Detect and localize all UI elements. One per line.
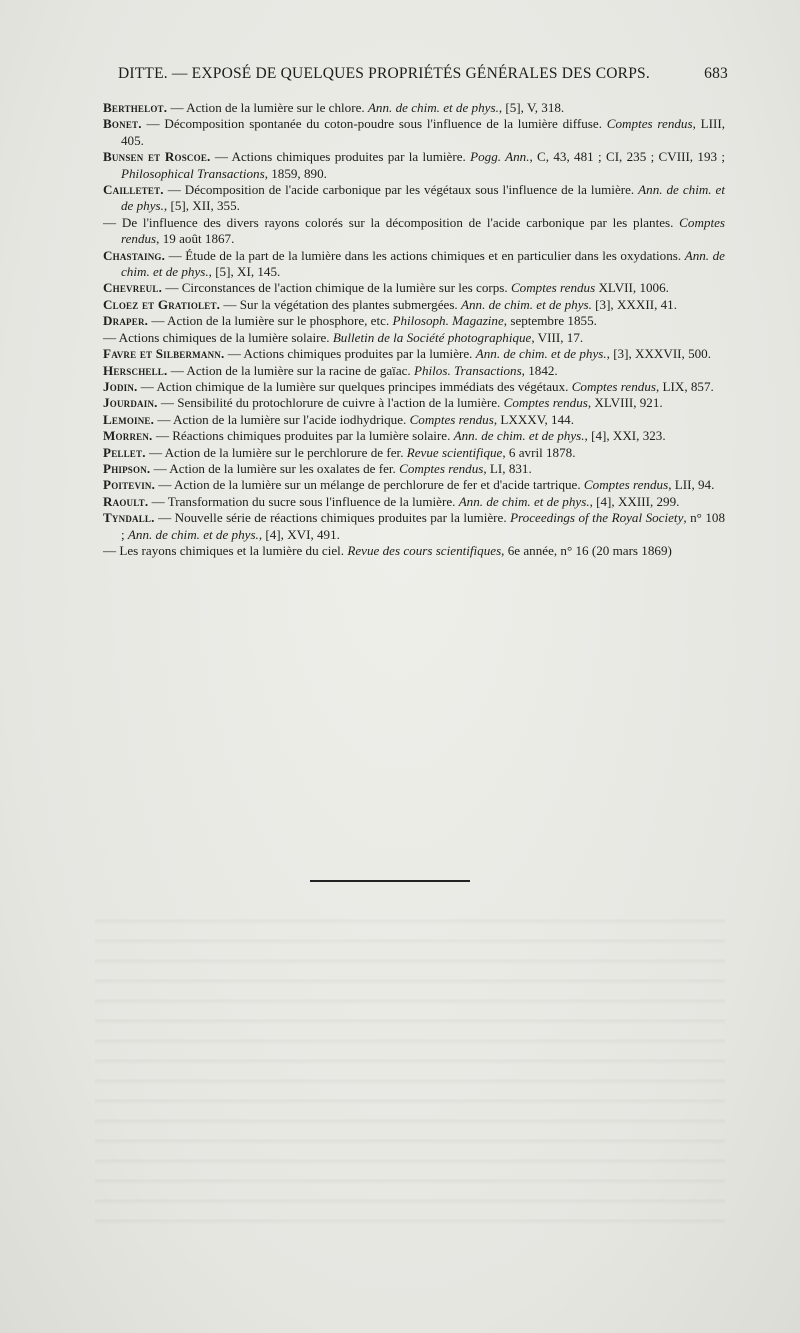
reference-source: Ann. de chim. et de phys. <box>121 247 725 280</box>
reference-text: , LXXXV, 144. <box>493 411 574 427</box>
reference-author: Tyndall. <box>103 510 155 526</box>
reference-text: XLVII, 1006. <box>595 280 669 296</box>
reference-text: — Sensibilité du protochlorure de cuivre à l'action de la lumière. <box>157 395 504 411</box>
reference-text: — Action de la lumière sur le chlore. <box>167 100 368 115</box>
reference-author: Draper. <box>103 313 149 329</box>
reference-source: Comptes rendus <box>503 395 588 411</box>
reference-text: , [5], XII, 355. <box>163 198 240 214</box>
reference-source: Philos. Transactions <box>413 362 522 378</box>
reference-source: Ann. de chim. et de phys. <box>127 526 259 542</box>
reference-text: , n° 108 ; <box>121 510 726 542</box>
section-divider-rule <box>310 880 470 882</box>
reference-text: — Action de la lumière sur la racine de gaïac. <box>167 362 414 378</box>
reference-entry <box>103 445 725 461</box>
reference-source: Revue scientifique <box>406 444 503 460</box>
reference-text: , [4], XVI, 491. <box>258 526 340 542</box>
reference-source: Revue des cours scientifiques <box>347 542 502 558</box>
reference-entry <box>103 379 725 395</box>
reference-text: , VIII, 17. <box>531 329 584 345</box>
reference-entry <box>103 149 725 182</box>
reference-text: , [5], V, 318. <box>498 100 565 115</box>
reference-text: — Action chimique de la lumière sur quelques principes immédiats des végétaux. <box>137 378 572 394</box>
reference-entry <box>103 477 725 493</box>
reference-text: , 6 avril 1878. <box>502 444 576 460</box>
reference-text: — Actions chimiques de la lumière solaire. <box>103 329 333 345</box>
reference-entry <box>103 182 725 215</box>
reference-text: — Décomposition de l'acide carbonique par les végétaux sous l'influence de la lumière. <box>163 182 639 198</box>
reference-author: Chevreul. <box>103 280 163 296</box>
reference-text: , XLVIII, 921. <box>587 395 663 411</box>
running-title: DITTE. — EXPOSÉ DE QUELQUES PROPRIÉTÉS GÉNÉRALES DES CORPS. <box>118 65 650 82</box>
reference-entry <box>103 100 725 116</box>
reference-text: , [4], XXIII, 299. <box>589 493 680 509</box>
reference-author: Cailletet. <box>103 182 164 198</box>
reference-entry <box>103 461 725 477</box>
reference-text: , 6e année, n° 16 (20 mars 1869) <box>501 542 672 558</box>
reference-author: Berthelot. <box>103 100 168 115</box>
reference-text: — Actions chimiques produites par la lumière. <box>224 346 476 362</box>
reference-source: Comptes rendus <box>606 116 693 132</box>
reference-source: Bulletin de la Société photographique <box>332 329 532 345</box>
reference-source: Comptes rendus <box>121 214 725 247</box>
reference-entry <box>103 313 725 329</box>
reference-source: Ann. de chim. et de phys. <box>458 493 590 509</box>
reference-source: Comptes rendus <box>510 280 596 296</box>
reference-source: Philosoph. Magazine <box>392 313 504 329</box>
reference-source: Comptes rendus <box>399 460 484 476</box>
reference-source: Ann. de chim. et de phys. <box>453 428 585 444</box>
reference-entry <box>103 494 725 510</box>
reference-text: — Réactions chimiques produites par la lumière solaire. <box>152 428 454 444</box>
reference-text: , 19 août 1867. <box>156 231 235 247</box>
reference-text: , LIX, 857. <box>655 378 714 394</box>
reference-text: — Les rayons chimiques et la lumière du ciel. <box>103 542 348 558</box>
reference-source: Comptes rendus <box>571 378 656 394</box>
reference-entry <box>103 248 725 281</box>
reference-text: — Nouvelle série de réactions chimiques produites par la lumière. <box>154 510 511 526</box>
reference-author: Poitevin. <box>103 477 156 493</box>
reference-text: , [4], XXI, 323. <box>584 428 666 444</box>
reference-author: Jourdain. <box>103 395 158 411</box>
reference-text: , 1842. <box>521 362 558 378</box>
reference-entry <box>103 510 725 543</box>
reference-source: Proceedings of the Royal Society <box>510 510 684 526</box>
reference-author: Pellet. <box>103 444 146 460</box>
reference-author: Lemoine. <box>103 411 155 427</box>
show-through-texture <box>95 905 725 1225</box>
reference-text: , septembre 1855. <box>503 313 597 329</box>
reference-entry <box>103 297 725 313</box>
reference-source: Comptes rendus <box>583 477 669 493</box>
reference-text: — Action de la lumière sur le perchlorure de fer. <box>145 444 407 460</box>
reference-text: , C, 43, 481 ; CI, 235 ; CVIII, 193 ; <box>529 149 725 165</box>
reference-text: — Sur la végétation des plantes submergées. <box>220 296 461 312</box>
reference-entry <box>103 412 725 428</box>
reference-author: Cloez et Gratiolet. <box>103 296 221 312</box>
reference-text: , LIII, 405. <box>121 116 725 148</box>
reference-text: — Action de la lumière sur un mélange de perchlorure de fer et d'acide tartrique. <box>155 477 584 493</box>
reference-author: Phipson. <box>103 460 151 476</box>
reference-entry <box>103 116 725 149</box>
reference-author: Chastaing. <box>103 247 166 263</box>
reference-entry <box>103 543 725 559</box>
reference-entry <box>103 330 725 346</box>
reference-entry <box>103 395 725 411</box>
bibliography-list <box>103 100 725 559</box>
reference-text: — Décomposition spontanée du coton-poudre sous l'influence de la lumière diffuse. <box>141 116 607 132</box>
reference-source: Ann. de chim. et de phys. <box>367 100 499 115</box>
reference-source: Pogg. Ann. <box>470 149 530 165</box>
reference-text: — Circonstances de l'action chimique de la lumière sur les corps. <box>162 280 511 296</box>
reference-text: , [5], XI, 145. <box>208 264 281 280</box>
reference-text: [3], XXXII, 41. <box>591 296 677 312</box>
reference-text: — Transformation du sucre sous l'influence de la lumière. <box>148 493 459 509</box>
reference-text: — Action de la lumière sur les oxalates de fer. <box>150 460 400 476</box>
reference-author: Favre et Silbermann. <box>103 346 225 362</box>
page-number: 683 <box>704 65 728 82</box>
reference-text: , LI, 831. <box>483 460 532 476</box>
reference-text: — Actions chimiques produites par la lumière. <box>210 149 471 165</box>
reference-entry <box>103 215 725 248</box>
reference-entry <box>103 363 725 379</box>
reference-entry <box>103 280 725 296</box>
reference-author: Morren. <box>103 428 153 444</box>
reference-text: — De l'influence des divers rayons colorés sur la décomposition de l'acide carbonique par les plantes. <box>103 214 680 230</box>
reference-text: , LII, 94. <box>668 477 715 493</box>
reference-text: — Action de la lumière sur l'acide iodhydrique. <box>154 411 410 427</box>
reference-text: — Action de la lumière sur le phosphore, etc. <box>148 313 393 329</box>
reference-author: Bonet. <box>103 116 142 132</box>
reference-source: Comptes rendus <box>409 411 494 427</box>
reference-author: Bunsen et Roscoe. <box>103 149 211 165</box>
reference-text: , 1859, 890. <box>264 165 327 181</box>
reference-entry <box>103 428 725 444</box>
reference-text: , [3], XXXVII, 500. <box>606 346 712 362</box>
reference-source: Ann. de chim. et de phys. <box>121 182 725 214</box>
reference-entry <box>103 346 725 362</box>
reference-source: Philosophical Transactions <box>121 165 265 181</box>
reference-text: — Étude de la part de la lumière dans les actions chimiques et en particulier dans les oxydations. <box>165 247 685 263</box>
reference-author: Raoult. <box>103 493 149 509</box>
reference-author: Jodin. <box>103 378 138 394</box>
reference-author: Herschell. <box>103 362 168 378</box>
reference-source: Ann. de chim. et de phys. <box>460 296 592 312</box>
reference-source: Ann. de chim. et de phys. <box>475 346 607 362</box>
